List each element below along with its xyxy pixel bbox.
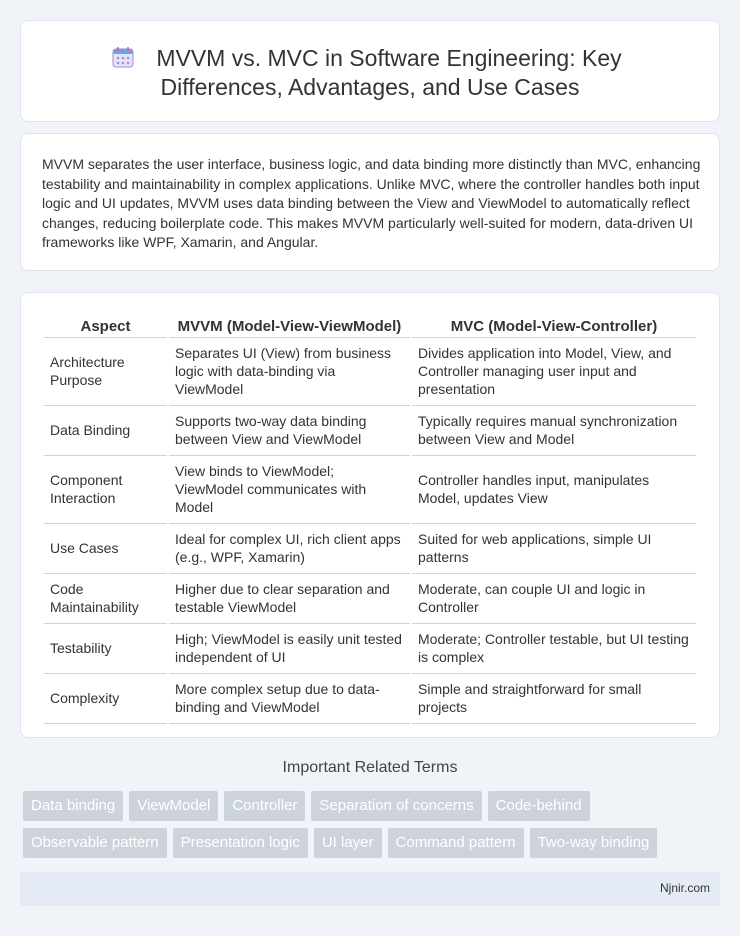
mvc-cell: Moderate, can couple UI and logic in Controller: [412, 574, 696, 624]
tag-data-binding[interactable]: Data binding: [23, 791, 123, 821]
mvvm-cell: Supports two-way data binding between View and ViewModel: [169, 406, 410, 456]
tag-presentation-logic[interactable]: Presentation logic: [173, 828, 308, 858]
intro-paragraph: MVVM separates the user interface, business logic, and data binding more distinctly than MVC, enhancing testability and maintainability in complex applications. Unlike MVC, where the controller handles both input logic and UI updates, MVVM uses data binding between the View and ViewModel to automatically reflect changes, reducing boilerplate code. This makes MVVM particularly well-suited for modern, data-driven UI frameworks like WPF, Xamarin, and Angular.: [42, 156, 701, 250]
table-row: [44, 674, 696, 724]
related-terms-tags: [23, 791, 723, 865]
mvvm-cell: View binds to ViewModel; ViewModel communicates with Model: [169, 456, 410, 524]
comparison-table-card: [20, 292, 720, 738]
table-header-row: [44, 316, 696, 338]
mvvm-cell: High; ViewModel is easily unit tested independent of UI: [169, 624, 410, 674]
mvc-cell: Controller handles input, manipulates Model, updates View: [412, 456, 696, 524]
tag-code-behind[interactable]: Code-behind: [488, 791, 590, 821]
mvvm-cell: Ideal for complex UI, rich client apps (e.g., WPF, Xamarin): [169, 524, 410, 574]
mvvm-cell: Separates UI (View) from business logic with data-binding via ViewModel: [169, 338, 410, 406]
table-row: [44, 624, 696, 674]
mvc-cell: Simple and straightforward for small projects: [412, 674, 696, 724]
tag-row-2: [23, 828, 723, 858]
aspect-cell: Complexity: [44, 674, 167, 724]
tag-controller[interactable]: Controller: [224, 791, 305, 821]
mvc-cell: Divides application into Model, View, and Controller managing user input and presentation: [412, 338, 696, 406]
mvc-cell: Suited for web applications, simple UI patterns: [412, 524, 696, 574]
tag-observable-pattern[interactable]: Observable pattern: [23, 828, 167, 858]
tag-row-1: [23, 791, 723, 821]
mvc-cell: Moderate; Controller testable, but UI testing is complex: [412, 624, 696, 674]
table-row: [44, 574, 696, 624]
tag-separation-of-concerns[interactable]: Separation of concerns: [311, 791, 481, 821]
column-header-aspect: Aspect: [44, 316, 167, 338]
title-line-2: Differences, Advantages, and Use Cases: [160, 74, 580, 100]
title-line-1: MVVM vs. MVC in Software Engineering: Key: [156, 45, 622, 71]
mvvm-cell: More complex setup due to data-binding and ViewModel: [169, 674, 410, 724]
aspect-cell: Testability: [44, 624, 167, 674]
intro-card: [20, 133, 720, 271]
tag-command-pattern[interactable]: Command pattern: [388, 828, 524, 858]
aspect-cell: Architecture Purpose: [44, 338, 167, 406]
page-title: [21, 44, 719, 102]
comparison-table: [42, 316, 698, 724]
table-row: [44, 456, 696, 524]
aspect-cell: Data Binding: [44, 406, 167, 456]
related-terms-title: Important Related Terms: [282, 759, 458, 776]
table-row: [44, 524, 696, 574]
mvc-cell: Typically requires manual synchronization between View and Model: [412, 406, 696, 456]
mvvm-cell: Higher due to clear separation and testable ViewModel: [169, 574, 410, 624]
title-card: [20, 20, 720, 122]
aspect-cell: Component Interaction: [44, 456, 167, 524]
tag-viewmodel[interactable]: ViewModel: [129, 791, 218, 821]
column-header-mvc: MVC (Model-View-Controller): [412, 316, 696, 338]
tag-two-way-binding[interactable]: Two-way binding: [530, 828, 658, 858]
footer-site-link[interactable]: Njnir.com: [659, 881, 710, 895]
tag-ui-layer[interactable]: UI layer: [314, 828, 382, 858]
table-row: [44, 338, 696, 406]
column-header-mvvm: MVVM (Model-View-ViewModel): [169, 316, 410, 338]
table-row: [44, 406, 696, 456]
aspect-cell: Code Maintainability: [44, 574, 167, 624]
footer: [20, 872, 720, 906]
aspect-cell: Use Cases: [44, 524, 167, 574]
